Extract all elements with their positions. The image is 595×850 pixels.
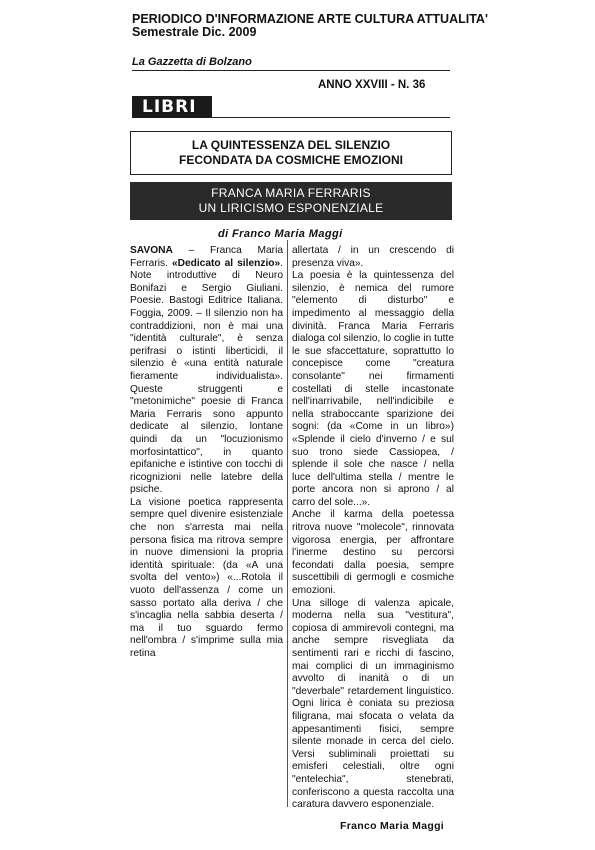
intro-text: – Franca Maria Ferraris. [130,245,283,269]
book-title: «Dedicato al silenzio» [171,257,281,269]
article-column-1 [130,245,283,661]
paragraph: La visione poetica rappresenta sempre quel divenire esistenziale che non s'arresta mai nella persona fisica ma ritrova sempre in nuove dimensioni la propria identità spirituale: (da «A una svolta del vento») «...Rotola il vuoto dell'assenza / come un sasso portato alla deriva / che s'incaglia nella sabbia deserta / ma il tuo sguardo fermo nell'ombra / s'imprime sulla mia retina [130,496,283,659]
subtitle-line-2: UN LIRICISMO ESPONENZIALE [198,201,384,215]
newspaper-rule [132,70,450,71]
paragraph: La poesia è la quintessenza del silenzio, è nemica del rumore "elemento di disturbo" e impedimento al messaggio della divinità. Franca Maria Ferraris dialoga col silenzio, lo coglie in tutte le sue sfaccettature, soprattutto lo concepisce come "creatura consolante" nei firmamenti costellati di stelle incastonate nell'inarrivabile, nell'indicibile e nella straboccante sparizione dei sogni: (da «Come in un libro») «Splende il cielo d'inverno / e sul suo trono siede Cassiopea, / splende il sole che nasce / nella luce dell'ultima stella / mentre le porte ancora non si aprono / al carro del sole...». [292,270,454,508]
author-signature: Franco Maria Maggi [340,820,445,832]
paragraph: Anche il karma della poetessa ritrova nuove "molecole", rinnovata vigorosa energia, per affrontare l'inerme destino su percorsi fecondati dalla poesia, sempre suscettibili di germogli e cosmiche emozioni. [292,509,454,597]
article-title [130,131,452,175]
paragraph: allertata / in un crescendo di presenza viva». [292,245,454,269]
issue-number: ANNO XXVIII - N. 36 [318,79,426,91]
subtitle-line-1: FRANCA MARIA FERRARIS [211,186,371,200]
semester-date: Semestrale Dic. 2009 [132,25,257,39]
newspaper-name: La Gazzetta di Bolzano [132,56,252,68]
paragraph-text: . Note introduttive di Neuro Bonifazi e Sergio Giuliani. Poesie. Bastogi Editrice Italiana. Foggia, 2009. – Il silenzio non ha contraddizioni, non è mai una "identità culturale", è senza perifrasi o istinti liberticidi, il silenzio è «una entità naturale fieramente individualista». Queste struggenti e "metonimiche" poesie di Franca Maria Ferraris sono appunto dedicate al silenzio, lontane quindi da un "locuzionismo morfosintattico", in quanto epifaniche e istintive con tocchi di ricognizioni nelle latebre della psiche. [130,257,284,496]
section-rule [212,117,450,118]
section-label: LIBRI [132,96,212,118]
title-line-2: FECONDATA DA COSMICHE EMOZIONI [179,153,403,167]
dateline: SAVONA [130,245,173,256]
paragraph: Una silloge di valenza apicale, moderna nella sua "vestitura", copiosa di ammirevoli contegni, ma anche sempre risvegliata da sentimenti rari e ricchi di fascino, mai complici di un immaginismo avvolto di inanità o di un "deverbale" retardement linguistico. Ogni lirica è coniata su preziosa filigrana, mai sfocata o velata da appesantimenti fisici, sempre silente monade in cerca del cielo. Versi subliminali proiettati su emisferi celestiali, oltre ogni "entelechia", stenebrati, conferiscono a questa raccolta una caratura davvero esponenziale. [292,597,454,811]
article-column-2 [292,245,454,812]
periodical-header: PERIODICO D'INFORMAZIONE ARTE CULTURA ATTUALITA' [132,12,488,26]
byline: di Franco Maria Maggi [218,228,343,240]
article-subtitle [130,182,452,220]
paragraph [130,245,283,497]
title-line-1: LA QUINTESSENZA DEL SILENZIO [191,138,391,152]
column-divider [287,240,288,807]
